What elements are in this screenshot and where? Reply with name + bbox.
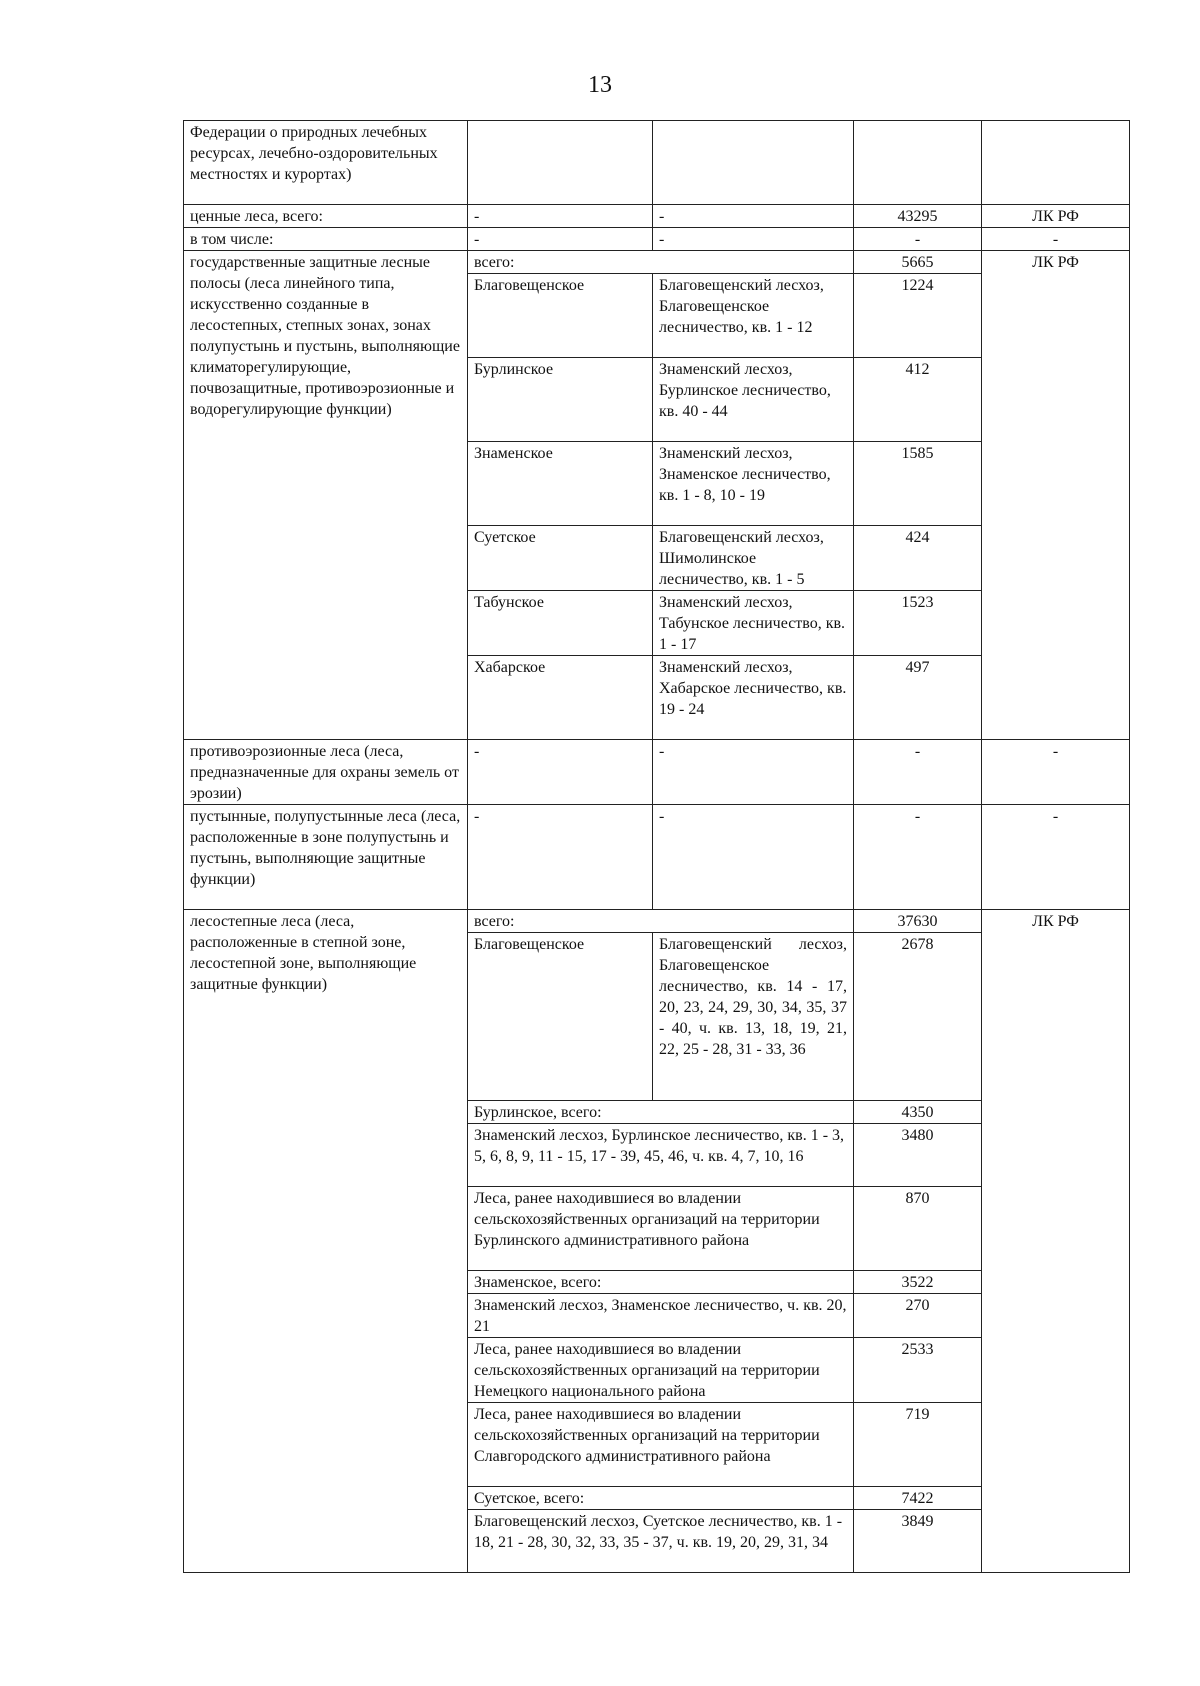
area-cell: 497 (854, 656, 982, 740)
table-row (184, 121, 1130, 205)
location-cell: Благовещенский лесхоз, Суетское лесничество, кв. 1 - 18, 21 - 28, 30, 32, 33, 35 - 37, ч. кв. 19, 20, 29, 31, 34 (468, 1510, 854, 1573)
area-cell: 37630 (854, 910, 982, 933)
location-cell: Знаменский лесхоз, Знаменское лесничество, кв. 1 - 8, 10 - 19 (653, 442, 854, 526)
district-cell: - (468, 740, 653, 805)
category-cell: пустынные, полупустынные леса (леса, расположенные в зоне полупустынь и пустынь, выполняющие защитные функции) (184, 805, 468, 910)
table-row (184, 910, 1130, 933)
subtotal-label: Суетское, всего: (468, 1487, 854, 1510)
subtotal-label: Знаменское, всего: (468, 1271, 854, 1294)
location-cell: Леса, ранее находившиеся во владении сельскохозяйственных организаций на территории Бурлинского административного района (468, 1187, 854, 1271)
area-cell: - (854, 228, 982, 251)
area-cell: 1523 (854, 591, 982, 656)
location-cell: Благовещенский лесхоз, Шимолинское лесничество, кв. 1 - 5 (653, 526, 854, 591)
category-cell: Федерации о природных лечебных ресурсах, лечебно-оздоровительных местностях и курортах) (184, 121, 468, 205)
district-cell: - (468, 805, 653, 910)
area-cell: 5665 (854, 251, 982, 274)
category-cell: государственные защитные лесные полосы (леса линейного типа, искусственно созданные в лесостепных, степных зонах, зонах полупустынь и пустынь, выполняющие климаторегулирующие, почвозащитные, противоэрозионные и водорегулирующие функции) (184, 251, 468, 740)
area-cell: 424 (854, 526, 982, 591)
area-cell: 1585 (854, 442, 982, 526)
area-cell: 270 (854, 1294, 982, 1338)
location-cell: Знаменский лесхоз, Табунское лесничество, кв. 1 - 17 (653, 591, 854, 656)
area-cell: 2533 (854, 1338, 982, 1403)
location-cell: - (653, 805, 854, 910)
doc-cell: ЛК РФ (982, 205, 1130, 228)
district-cell: Хабарское (468, 656, 653, 740)
district-cell: - (468, 228, 653, 251)
area-cell: 3480 (854, 1124, 982, 1187)
district-cell: Бурлинское (468, 358, 653, 442)
table-row (184, 251, 1130, 274)
doc-cell: ЛК РФ (982, 910, 1130, 1573)
area-cell: 412 (854, 358, 982, 442)
location-cell: - (653, 228, 854, 251)
table-row (184, 805, 1130, 910)
location-cell: - (653, 205, 854, 228)
district-cell: Табунское (468, 591, 653, 656)
area-cell: 870 (854, 1187, 982, 1271)
district-cell: Благовещенское (468, 274, 653, 358)
location-cell: Знаменский лесхоз, Бурлинское лесничество, кв. 40 - 44 (653, 358, 854, 442)
location-cell: Леса, ранее находившиеся во владении сельскохозяйственных организаций на территории Славгородского административного района (468, 1403, 854, 1487)
page-number: 13 (588, 72, 612, 98)
location-cell: Знаменский лесхоз, Бурлинское лесничество, кв. 1 - 3, 5, 6, 8, 9, 11 - 15, 17 - 39, 45, 46, ч. кв. 4, 7, 10, 16 (468, 1124, 854, 1187)
doc-cell: - (982, 740, 1130, 805)
area-cell: - (854, 805, 982, 910)
location-cell: Знаменский лесхоз, Хабарское лесничество, кв. 19 - 24 (653, 656, 854, 740)
area-cell: 2678 (854, 933, 982, 1101)
category-cell: ценные леса, всего: (184, 205, 468, 228)
area-cell: - (854, 740, 982, 805)
location-cell: Благовещенский лесхоз, Благовещенское лесничество, кв. 1 - 12 (653, 274, 854, 358)
area-cell: 719 (854, 1403, 982, 1487)
table-row (184, 228, 1130, 251)
category-cell: противоэрозионные леса (леса, предназначенные для охраны земель от эрозии) (184, 740, 468, 805)
doc-cell: - (982, 805, 1130, 910)
district-cell: Суетское (468, 526, 653, 591)
district-cell: Знаменское (468, 442, 653, 526)
location-cell: Леса, ранее находившиеся во владении сельскохозяйственных организаций на территории Немецкого национального района (468, 1338, 854, 1403)
location-cell: - (653, 740, 854, 805)
district-cell: Благовещенское (468, 933, 653, 1101)
district-cell: - (468, 205, 653, 228)
doc-cell: - (982, 228, 1130, 251)
area-cell: 3849 (854, 1510, 982, 1573)
forest-table (183, 120, 1130, 1573)
area-cell: 1224 (854, 274, 982, 358)
area-cell: 43295 (854, 205, 982, 228)
subtotal-label: Бурлинское, всего: (468, 1101, 854, 1124)
category-cell: лесостепные леса (леса, расположенные в степной зоне, лесостепной зоне, выполняющие защитные функции) (184, 910, 468, 1573)
doc-cell: ЛК РФ (982, 251, 1130, 740)
total-label: всего: (468, 910, 854, 933)
area-cell: 7422 (854, 1487, 982, 1510)
location-cell: Знаменский лесхоз, Знаменское лесничество, ч. кв. 20, 21 (468, 1294, 854, 1338)
table-row (184, 740, 1130, 805)
total-label: всего: (468, 251, 854, 274)
location-cell: Благовещенский лесхоз, Благовещенское лесничество, кв. 14 - 17, 20, 23, 24, 29, 30, 34, 35, 37 - 40, ч. кв. 13, 18, 19, 21, 22, 25 - 28, 31 - 33, 36 (653, 933, 854, 1101)
table-row (184, 205, 1130, 228)
area-cell: 3522 (854, 1271, 982, 1294)
category-cell: в том числе: (184, 228, 468, 251)
area-cell: 4350 (854, 1101, 982, 1124)
